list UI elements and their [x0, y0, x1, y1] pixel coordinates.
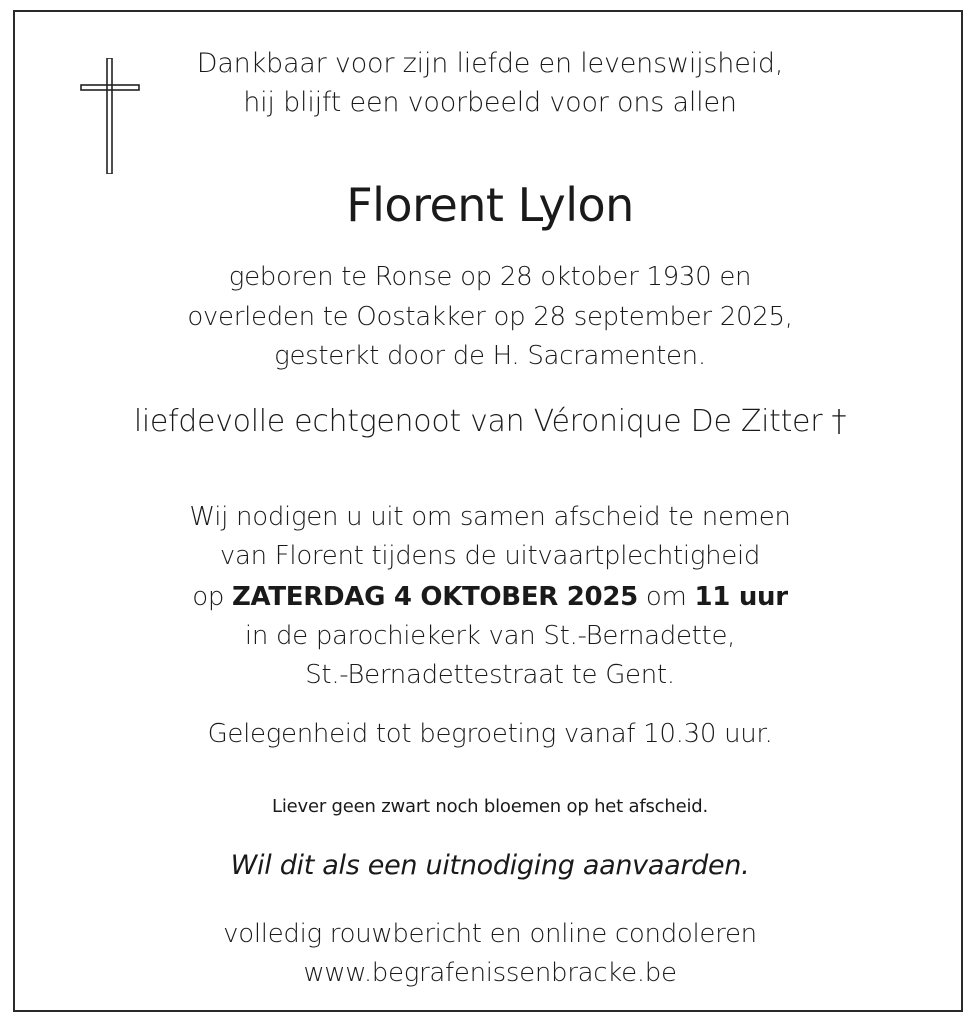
- acceptance-line: Wil dit als een uitnodiging aanvaarden.: [230, 850, 750, 881]
- funeral-date: ZATERDAG 4 OKTOBER 2025: [232, 582, 638, 612]
- deceased-name: Florent Lylon: [346, 178, 634, 232]
- date-prefix: op: [192, 582, 232, 612]
- funeral-date-line: [0, 582, 980, 612]
- website-link[interactable]: www.begrafenissenbracke.be: [303, 958, 677, 988]
- funeral-time: 11 uur: [694, 582, 788, 612]
- motto-line-1: Dankbaar voor zijn liefde en levenswijsheid,: [196, 48, 784, 79]
- death-line: overleden te Oostakker op 28 september 2025,: [187, 302, 793, 332]
- request-line: Liever geen zwart noch bloemen op het afscheid.: [271, 796, 709, 817]
- spouse-line: liefdevolle echtgenoot van Véronique De Zitter †: [133, 404, 847, 439]
- location-line-2: St.-Bernadettestraat te Gent.: [305, 660, 675, 690]
- time-prefix: om: [637, 582, 695, 612]
- sacraments-line: gesterkt door de H. Sacramenten.: [274, 341, 706, 371]
- invitation-line-2: van Florent tijdens de uitvaartplechtigheid: [219, 541, 761, 571]
- greeting-line: Gelegenheid tot begroeting vanaf 10.30 uur.: [207, 719, 773, 749]
- birth-line: geboren te Ronse op 28 oktober 1930 en: [228, 262, 752, 292]
- motto-line-2: hij blijft een voorbeeld voor ons allen: [243, 87, 737, 118]
- invitation-line-1: Wij nodigen u uit om samen afscheid te nemen: [189, 502, 791, 532]
- location-line-1: in de parochiekerk van St.-Bernadette,: [244, 621, 736, 651]
- footer-line: volledig rouwbericht en online condoleren: [223, 919, 757, 949]
